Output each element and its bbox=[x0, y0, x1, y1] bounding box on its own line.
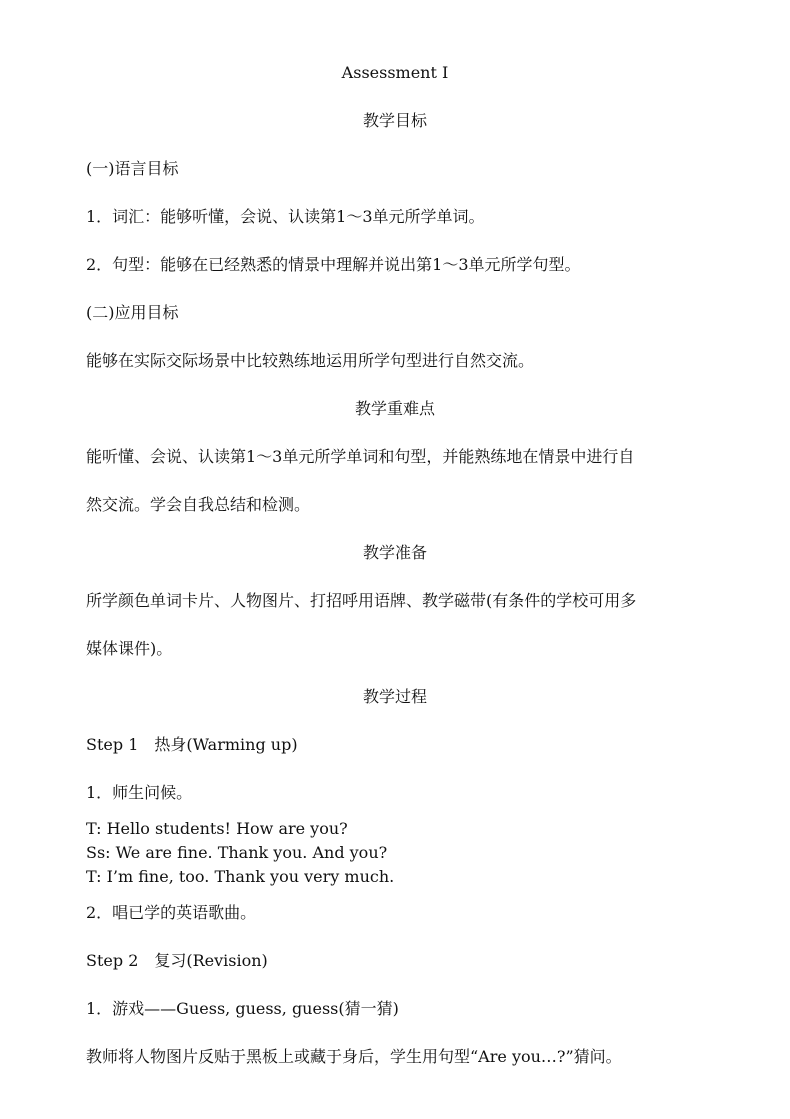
paragraph-sentence-patterns: 2．句型：能够在已经熟悉的情景中理解并说出第1～3单元所学句型。 bbox=[86, 255, 581, 274]
heading-key-points: 教学重难点 bbox=[354, 399, 435, 418]
step2-item1: 1．游戏——Guess, guess, guess(猜一猜) bbox=[86, 999, 399, 1018]
subheading-application-goals: (二)应用目标 bbox=[86, 303, 179, 322]
heading-teaching-process: 教学过程 bbox=[362, 687, 427, 706]
step2-heading: Step 2 复习(Revision) bbox=[86, 951, 268, 970]
step1-heading: Step 1 热身(Warming up) bbox=[86, 735, 298, 754]
paragraph-preparation-line1: 所学颜色单词卡片、人物图片、打招呼用语牌、教学磁带(有条件的学校可用多 bbox=[86, 591, 637, 610]
document-title: Assessment Ⅰ bbox=[341, 63, 449, 82]
step2-paragraph: 教师将人物图片反贴于黑板上或藏于身后，学生用句型“Are you…?”猜问。 bbox=[86, 1047, 622, 1066]
step1-item1: 1．师生问候。 bbox=[86, 783, 193, 802]
heading-teaching-goals: 教学目标 bbox=[362, 111, 427, 130]
paragraph-preparation-line2: 媒体课件)。 bbox=[86, 639, 173, 658]
subheading-language-goals: (一)语言目标 bbox=[86, 159, 179, 178]
dialog-line-3: T: I’m fine, too. Thank you very much. bbox=[86, 867, 395, 886]
heading-preparation: 教学准备 bbox=[362, 543, 427, 562]
dialog-line-2: Ss: We are fine. Thank you. And you? bbox=[86, 843, 388, 862]
step1-item2: 2．唱已学的英语歌曲。 bbox=[86, 903, 257, 922]
paragraph-application: 能够在实际交际场景中比较熟练地运用所学句型进行自然交流。 bbox=[86, 351, 535, 370]
paragraph-key-points-line2: 然交流。学会自我总结和检测。 bbox=[86, 495, 311, 514]
paragraph-key-points-line1: 能听懂、会说、认读第1～3单元所学单词和句型，并能熟练地在情景中进行自 bbox=[86, 447, 635, 466]
paragraph-vocabulary: 1．词汇：能够听懂，会说、认读第1～3单元所学单词。 bbox=[86, 207, 485, 226]
dialog-line-1: T: Hello students! How are you? bbox=[86, 819, 348, 838]
